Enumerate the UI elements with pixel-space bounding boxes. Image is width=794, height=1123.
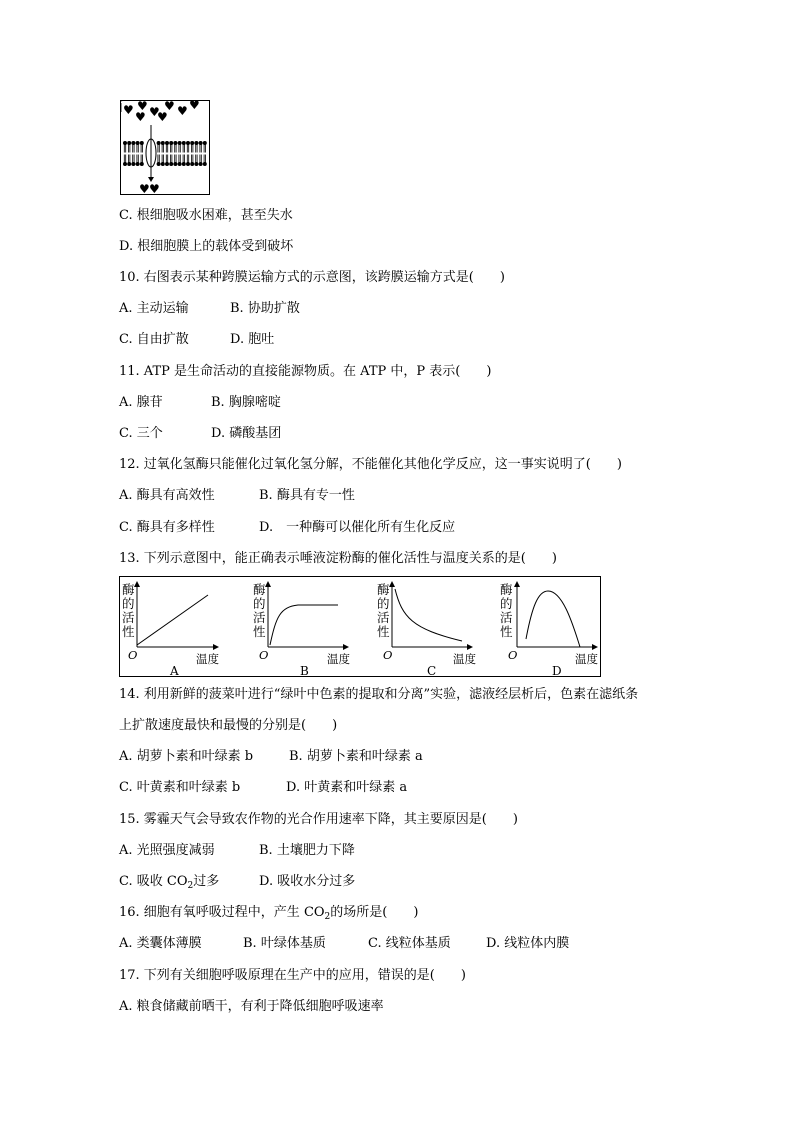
q15-option-d: D. 吸收水分过多	[259, 874, 356, 889]
svg-text:♥: ♥	[135, 110, 146, 124]
q15-option-c-text: C. 吸收 CO	[119, 874, 188, 889]
q15-option-c-tail: 过多	[193, 874, 220, 889]
q17-option-a: A. 粮食储藏前晒干，有利于降低细胞呼吸速率	[119, 999, 384, 1014]
q17-stem: 17. 下列有关细胞呼吸原理在生产中的应用，错误的是( )	[119, 968, 466, 983]
graph-c-ylabel-1: 酶	[377, 582, 390, 597]
graph-a-curve	[137, 595, 208, 645]
svg-text:♥: ♥	[139, 182, 150, 194]
q15-options-row1	[119, 842, 355, 860]
q16-option-d: D. 线粒体内膜	[486, 936, 570, 951]
graph-a	[122, 582, 219, 676]
graph-d-curve	[526, 591, 580, 647]
q12-options-row2	[119, 519, 455, 537]
enzyme-temperature-graphs	[119, 576, 601, 677]
q14-stem-line2: 上扩散速度最快和最慢的分别是( )	[119, 718, 338, 733]
q10-stem: 10. 右图表示某种跨膜运输方式的示意图，该跨膜运输方式是( )	[119, 270, 505, 285]
q15-option-c	[119, 873, 259, 891]
graph-b-ylabel-1: 酶	[253, 582, 266, 597]
graph-c-ylabel-2: 的	[377, 596, 390, 611]
graph-b-letter: B	[300, 664, 309, 676]
q10-option-a: A. 主动运输	[119, 301, 189, 316]
q14-options-row2	[119, 779, 407, 797]
membrane-transport-svg	[121, 101, 209, 194]
svg-text:♥: ♥	[149, 105, 160, 119]
graph-d-xlabel: 温度	[575, 652, 598, 666]
q16-options-row	[119, 935, 569, 953]
q14-option-d: D. 叶黄素和叶绿素 a	[286, 780, 408, 795]
q12-options-row1	[119, 487, 355, 505]
q11-option-a: A. 腺苷	[119, 395, 163, 410]
graph-c	[377, 582, 476, 676]
svg-text:♥: ♥	[123, 103, 134, 117]
q15-option-a: A. 光照强度减弱	[119, 843, 215, 858]
svg-text:♥: ♥	[157, 110, 168, 124]
graphs-svg	[120, 577, 600, 676]
svg-text:♥: ♥	[177, 104, 188, 118]
q9-option-c: C. 根细胞吸水困难，甚至失水	[119, 208, 293, 223]
q11-stem: 11. ATP 是生命活动的直接能源物质。在 ATP 中，P 表示( )	[119, 364, 492, 379]
graph-d-letter: D	[552, 664, 562, 676]
svg-text:♥: ♥	[149, 182, 160, 194]
graph-a-ylabel-4: 性	[122, 624, 135, 639]
q10-option-b: B. 协助扩散	[230, 301, 300, 316]
graph-c-ylabel-3: 活	[377, 610, 390, 625]
graph-d-origin: O	[508, 648, 518, 662]
q16-option-c: C. 线粒体基质	[368, 936, 451, 951]
graph-d-ylabel-3: 活	[500, 610, 513, 625]
q14-option-b: B. 胡萝卜素和叶绿素 a	[289, 749, 423, 764]
graph-a-origin: O	[128, 648, 138, 662]
q16-stem-post: 的场所是( )	[330, 905, 419, 920]
q10-options-row1	[119, 300, 300, 318]
q10-option-d: D. 胞吐	[230, 332, 275, 347]
graph-c-origin: O	[383, 648, 393, 662]
q12-option-a: A. 酶具有高效性	[119, 488, 215, 503]
svg-text:♥: ♥	[189, 101, 200, 112]
graph-b-origin: O	[259, 648, 269, 662]
q15-options-row2	[119, 873, 355, 891]
solute-molecules-inside	[139, 182, 160, 194]
q11-option-d: D. 磷酸基团	[211, 426, 282, 441]
q16-option-b: B. 叶绿体基质	[243, 936, 326, 951]
q11-option-b: B. 胸腺嘧啶	[211, 395, 281, 410]
graph-a-ylabel-3: 活	[122, 610, 135, 625]
graph-b	[253, 582, 350, 676]
q16-stem-sub: 2	[324, 912, 331, 922]
graph-c-xlabel: 温度	[453, 652, 476, 666]
membrane-transport-figure	[120, 100, 210, 195]
q16-option-a: A. 类囊体薄膜	[119, 936, 202, 951]
q11-options-row1	[119, 394, 281, 412]
q11-options-row2	[119, 425, 281, 443]
graph-d-ylabel-1: 酶	[500, 582, 513, 597]
graph-a-letter: A	[170, 664, 179, 676]
graph-c-curve	[395, 589, 462, 641]
graph-c-ylabel-4: 性	[377, 624, 390, 639]
q14-stem-line1: 14. 利用新鲜的菠菜叶进行“绿叶中色素的提取和分离”实验，滤液经层析后，色素在滤纸条	[119, 687, 639, 702]
graph-d	[500, 582, 598, 676]
q11-option-c: C. 三个	[119, 426, 163, 441]
q12-option-d: D. 一种酶可以催化所有生化反应	[259, 520, 456, 535]
graph-a-ylabel-1: 酶	[122, 582, 135, 597]
graph-d-ylabel-4: 性	[500, 624, 513, 639]
q12-option-b: B. 酶具有专一性	[259, 488, 355, 503]
graph-a-xlabel: 温度	[196, 652, 219, 666]
q14-options-row1	[119, 748, 423, 766]
graph-b-ylabel-2: 的	[253, 596, 266, 611]
q10-option-c: C. 自由扩散	[119, 332, 189, 347]
graph-c-letter: C	[427, 664, 437, 676]
q15-option-c-sub: 2	[187, 881, 194, 891]
q10-options-row2	[119, 331, 274, 349]
graph-b-ylabel-3: 活	[253, 610, 266, 625]
graph-b-xlabel: 温度	[327, 652, 350, 666]
q16-stem	[119, 904, 418, 922]
q13-stem: 13. 下列示意图中，能正确表示唾液淀粉酶的催化活性与温度关系的是( )	[119, 551, 557, 566]
graph-a-ylabel-2: 的	[122, 596, 135, 611]
graph-d-ylabel-2: 的	[500, 596, 513, 611]
q12-option-c: C. 酶具有多样性	[119, 520, 215, 535]
q14-option-c: C. 叶黄素和叶绿素 b	[119, 780, 241, 795]
q16-stem-pre: 16. 细胞有氧呼吸过程中，产生 CO	[119, 905, 325, 920]
q14-option-a: A. 胡萝卜素和叶绿素 b	[119, 749, 254, 764]
graph-b-curve	[270, 605, 338, 645]
graph-b-ylabel-4: 性	[253, 624, 266, 639]
q15-option-b: B. 土壤肥力下降	[259, 843, 355, 858]
q12-stem: 12. 过氧化氢酶只能催化过氧化氢分解，不能催化其他化学反应，这一事实说明了( )	[119, 457, 622, 472]
q9-option-d: D. 根细胞膜上的载体受到破坏	[119, 239, 294, 254]
solute-molecules-outside	[123, 101, 200, 124]
svg-text:♥: ♥	[164, 101, 175, 113]
q15-stem: 15. 雾霾天气会导致农作物的光合作用速率下降，其主要原因是( )	[119, 812, 518, 827]
svg-text:♥: ♥	[137, 101, 148, 113]
